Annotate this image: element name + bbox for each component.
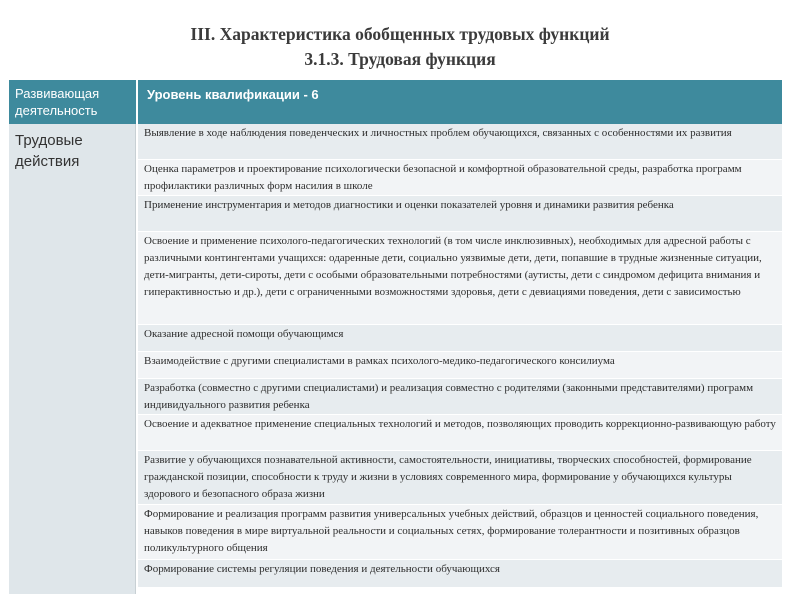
table-row: Выявление в ходе наблюдения поведенческих и личностных проблем обучающихся, связанных с особенностями их развития [138,124,782,160]
header-cell-activity: Развивающая деятельность [9,80,136,124]
table-row: Развитие у обучающихся познавательной активности, самостоятельности, инициативы, творческих способностей, формирование гражданской позиции, способности к труду и жизни в условиях современного мира, формирование у обучающихся культуры здорового и безопасного образа жизни [138,451,782,505]
table-row: Взаимодействие с другими специалистами в рамках психолого-медико-педагогического консилиума [138,352,782,379]
page-title [0,22,800,72]
row-label: Трудовые действия [15,132,83,170]
header-cell-qualification: Уровень квалификации - 6 [138,80,782,124]
table-row: Формирование и реализация программ развития универсальных учебных действий, образцов и ценностей социального поведения, навыков поведения в мире виртуальной реальности и социальных сетях, формирование толерантности и позитивных образцов поликультурного общения [138,505,782,560]
table-row: Применение инструментария и методов диагностики и оценки показателей уровня и динамики развития ребенка [138,196,782,232]
labor-actions-list [138,124,782,588]
table-header [9,80,782,124]
table-row: Разработка (совместно с другими специалистами) и реализация совместно с родителями (законными представителями) программ индивидуального развития ребенка [138,379,782,415]
row-label-cell [9,124,136,594]
table-row: Оказание адресной помощи обучающимся [138,325,782,352]
table-row: Формирование системы регуляции поведения и деятельности обучающихся [138,560,782,588]
table-row: Оценка параметров и проектирование психологически безопасной и комфортной образовательной среды, разработка программ профилактики различных форм насилия в школе [138,160,782,196]
table-row: Освоение и применение психолого-педагогических технологий (в том числе инклюзивных), необходимых для адресной работы с различными контингентами учащихся: одаренные дети, социально уязвимые дети, дети, попавшие в трудные жизненные ситуации, дети-мигранты, дети-сироты, дети с особыми образовательными потребностями (аутисты, дети с синдромом дефицита внимания и гиперактивностью и др.), дети с ограниченными возможностями здоровья, дети с девиациями поведения, дети с зависимостью [138,232,782,325]
table-row: Освоение и адекватное применение специальных технологий и методов, позволяющих проводить коррекционно-развивающую работу [138,415,782,451]
title-line-1: III. Характеристика обобщенных трудовых функций [190,24,610,44]
title-line-2: 3.1.3. Трудовая функция [304,49,496,69]
